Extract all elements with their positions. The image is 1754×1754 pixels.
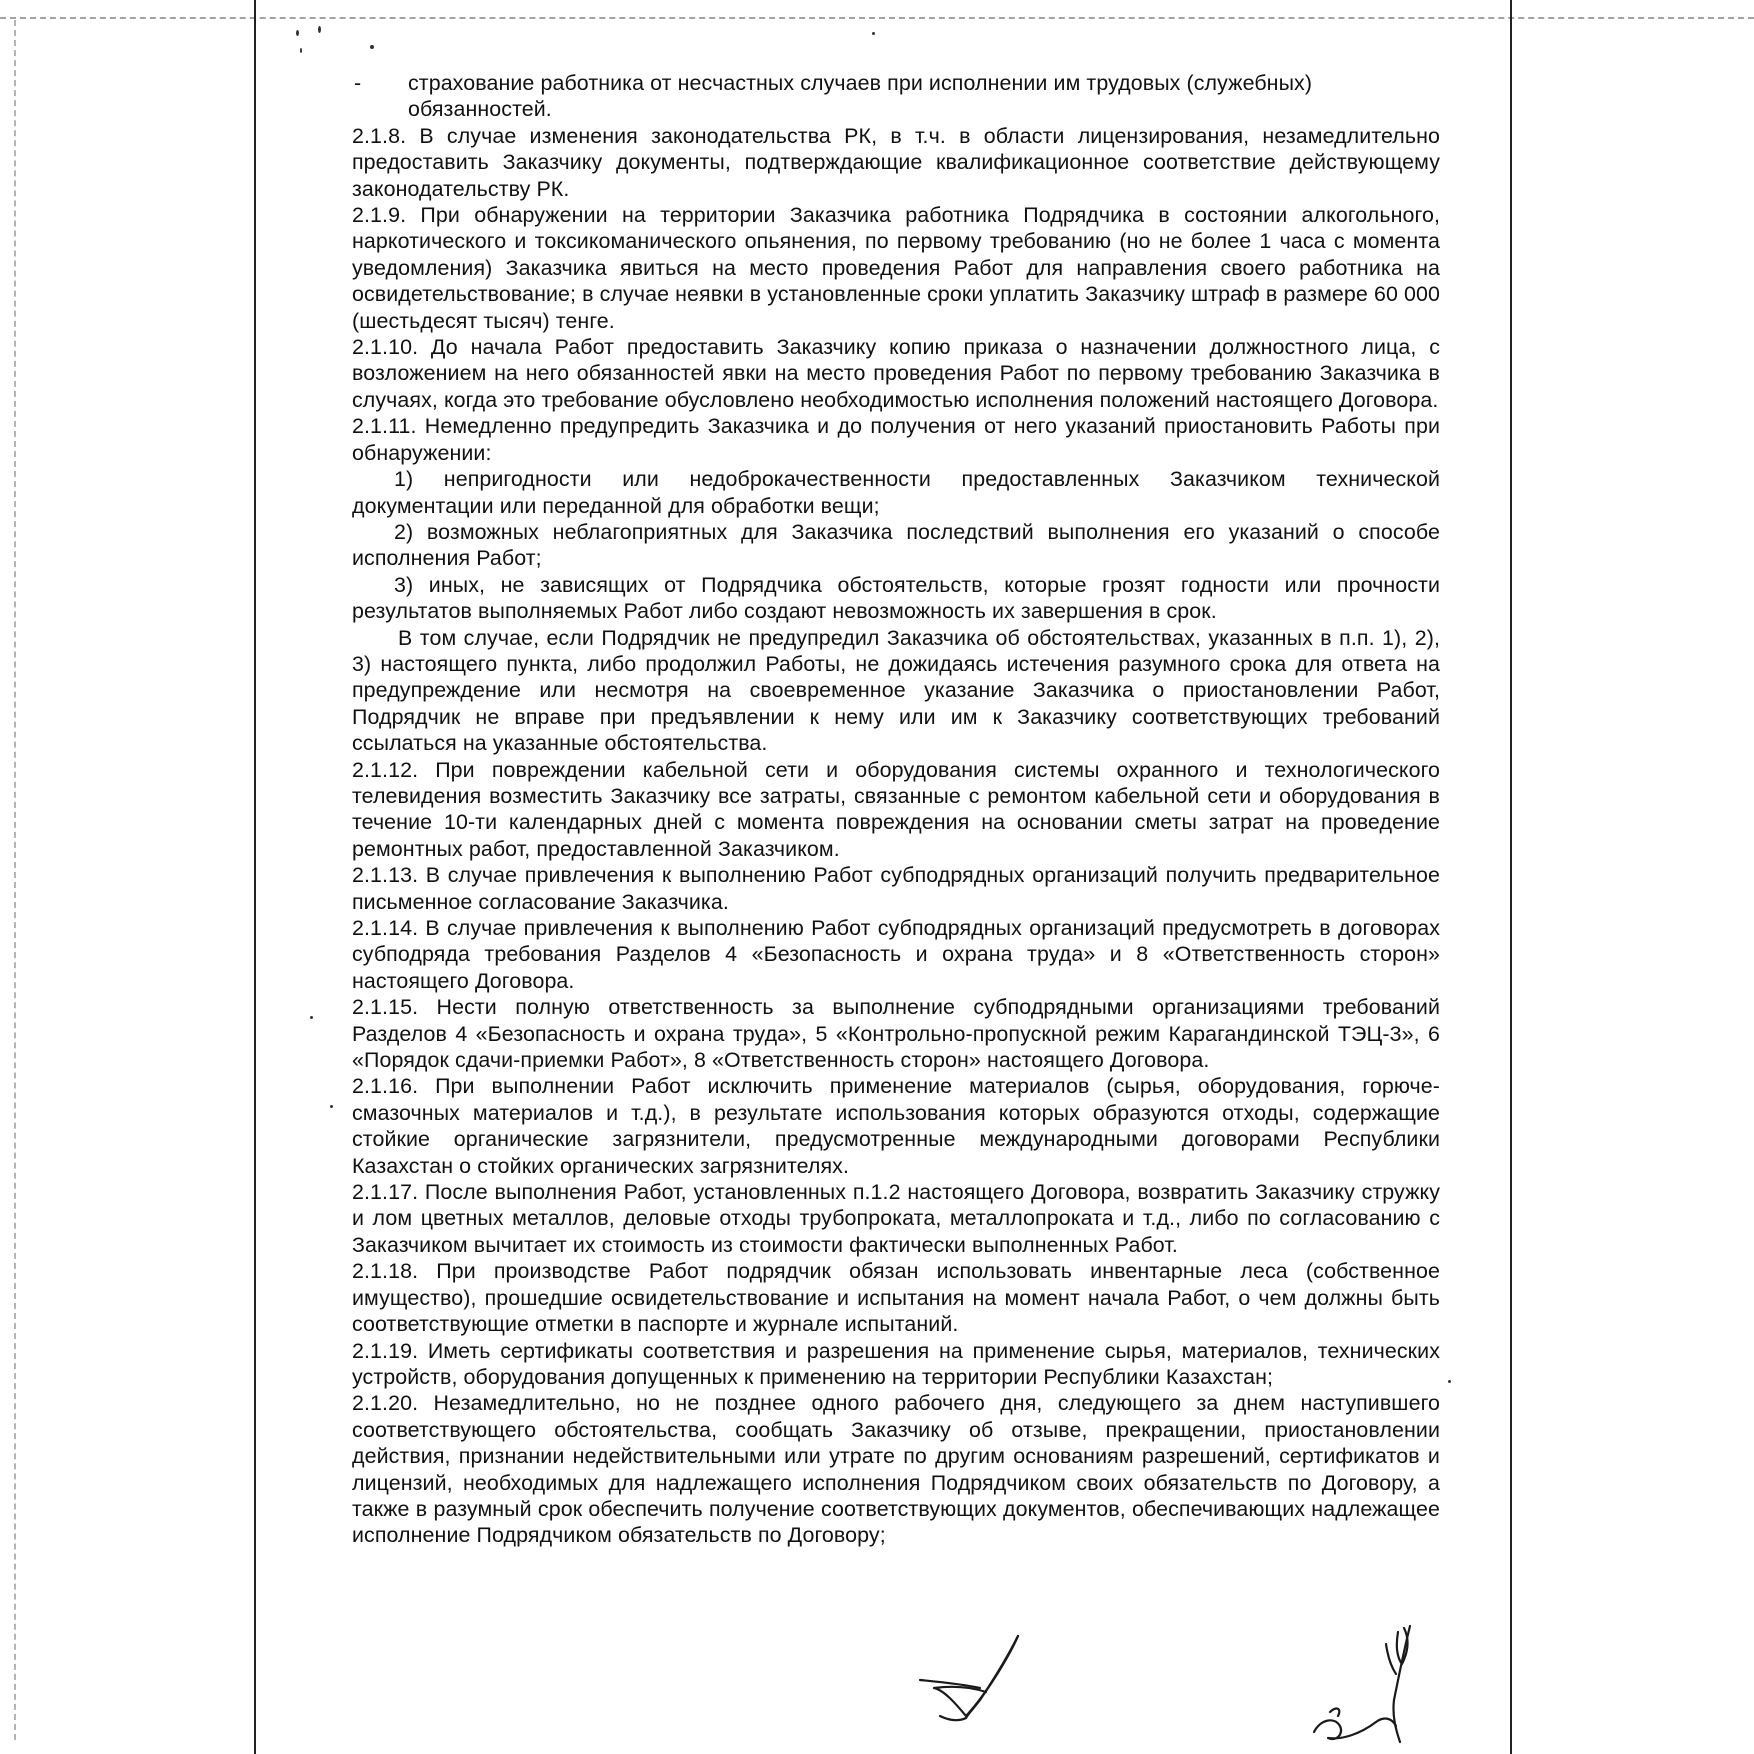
- clause-2-1-17: 2.1.17. После выполнения Работ, установленных п.1.2 настоящего Договора, возвратить Заказчику стружку и лом цветных металлов, деловые отходы трубопроката, металлопроката и т.д., либо по согласованию с Заказчиком вычитает их стоимость из стоимости фактически выполненных Работ.: [352, 1180, 1440, 1257]
- clause-2-1-20: 2.1.20. Незамедлительно, но не позднее одного рабочего дня, следующего за днем наступившего соответствующего обстоятельства, сообщать Заказчику об отзыве, прекращении, приостановлении действия, признании недействительными или утрате по другим основаниям разрешений, сертификатов и лицензий, необходимых для надлежащего исполнения Подрядчиком своих обязательств по Договору, а также в разумный срок обеспечить получение соответствующих документов, обеспечивающих надлежащее исполнение Подрядчиком обязательств по Договору;: [352, 1391, 1440, 1548]
- scan-speck: [330, 1105, 333, 1108]
- clause-2-1-8: 2.1.8. В случае изменения законодательства РК, в т.ч. в области лицензирования, незамедлительно предоставить Заказчику документы, подтверждающие квалификационное соответствие действующему законодательству РК.: [352, 123, 1440, 201]
- scan-speck: [296, 30, 299, 36]
- subitem-1: 1) непригодности или недоброкачественности предоставленных Заказчиком технической документации или переданной для обработки вещи;: [352, 467, 1440, 518]
- scan-speck: [872, 32, 875, 35]
- subitem-3: 3) иных, не зависящих от Подрядчика обстоятельств, которые грозят годности или прочности результатов выполняемых Работ либо создают невозможность их завершения в срок.: [352, 572, 1440, 624]
- clause-2-1-14: 2.1.14. В случае привлечения к выполнению Работ субподрядных организаций предусмотреть в договорах субподряда требования Разделов 4 «Безопасность и охрана труда» и 8 «Ответственность сторон» настоящего Договора.: [352, 916, 1440, 993]
- scan-speck: [318, 26, 321, 33]
- scan-speck: [300, 48, 302, 53]
- clause-note: В том случае, если Подрядчик не предупредил Заказчика об обстоятельствах, указанных в п.п. 1), 2), 3) настоящего пункта, либо продолжил Работы, не дожидаясь истечения разумного срока для ответа на предупреждение или несмотря на своевременное указание Заказчика о приостановлении Работ, Подрядчик не вправе при предъявлении к нему или им к Заказчику соответствующих требований ссылаться на указанные обстоятельства.: [352, 625, 1440, 756]
- bullet-marker: -: [354, 71, 362, 95]
- scan-speck: [1448, 1380, 1451, 1383]
- page-edge-left: [254, 0, 256, 1754]
- document-page: [352, 70, 1440, 1549]
- clause-2-1-15: 2.1.15. Нести полную ответственность за выполнение субподрядными организациями требований Разделов 4 «Безопасность и охрана труда», 5 «Контрольно-пропускной режим Карагандинской ТЭЦ-3», 6 «Порядок сдачи-приемки Работ», 8 «Ответственность сторон» настоящего Договора.: [352, 995, 1440, 1073]
- scan-speck: [310, 1016, 313, 1019]
- clause-2-1-19: 2.1.19. Иметь сертификаты соответствия и разрешения на применение сырья, материалов, технических устройств, оборудования допущенных к применению на территории Республики Казахстан;: [352, 1338, 1440, 1389]
- signature-right: [1314, 1626, 1410, 1742]
- clause-2-1-18: 2.1.18. При производстве Работ подрядчик обязан использовать инвентарные леса (собственное имущество), прошедшие освидетельствование и испытания на момент начала Работ, о чем должны быть соответствующие отметки в паспорте и журнале испытаний.: [352, 1259, 1440, 1337]
- clause-2-1-11: 2.1.11. Немедленно предупредить Заказчика и до получения от него указаний приостановить Работы при обнаружении:: [352, 414, 1440, 465]
- clause-2-1-16: 2.1.16. При выполнении Работ исключить применение материалов (сырья, оборудования, горюче-смазочных материалов и т.д.), в результате использования которых образуются отходы, содержащие стойкие органические загрязнители, предусмотренные международными договорами Республики Казахстан о стойких органических загрязнителях.: [352, 1074, 1440, 1178]
- scan-edge-top: [0, 17, 1754, 19]
- scan-speck: [370, 45, 374, 49]
- bullet-item: [318, 70, 1440, 123]
- clause-2-1-9: 2.1.9. При обнаружении на территории Заказчика работника Подрядчика в состоянии алкогольного, наркотического и токсикоманического опьянения, по первому требованию (но не более 1 часа с момента уведомления) Заказчика явиться на место проведения Работ для направления своего работника на освидетельствование; в случае неявки в установленные сроки уплатить Заказчику штраф в размере 60 000 (шестьдесят тысяч) тенге.: [352, 203, 1440, 333]
- signature-left: [920, 1636, 1018, 1720]
- clause-2-1-12: 2.1.12. При повреждении кабельной сети и оборудования системы охранного и технологического телевидения возместить Заказчику все затраты, связанные с ремонтом кабельной сети и оборудования в течение 10-ти календарных дней с момента повреждения на основании сметы затрат на проведение ремонтных работ, предоставленной Заказчиком.: [352, 757, 1440, 861]
- subitem-2: 2) возможных неблагоприятных для Заказчика последствий выполнения его указаний о способе исполнения Работ;: [352, 519, 1440, 571]
- page-edge-right: [1510, 0, 1512, 1754]
- scan-edge-left: [14, 20, 16, 1740]
- clause-2-1-13: 2.1.13. В случае привлечения к выполнению Работ субподрядных организаций получить предварительное письменное согласование Заказчика.: [352, 863, 1440, 914]
- clause-2-1-10: 2.1.10. До начала Работ предоставить Заказчику копию приказа о назначении должностного лица, с возложением на него обязанностей явки на место проведения Работ по первому требованию Заказчика в случаях, когда это требование обусловлено необходимостью исполнения положений настоящего Договора.: [352, 335, 1440, 412]
- bullet-text: страхование работника от несчастных случаев при исполнении им трудовых (служебных) обязанностей.: [408, 71, 1313, 122]
